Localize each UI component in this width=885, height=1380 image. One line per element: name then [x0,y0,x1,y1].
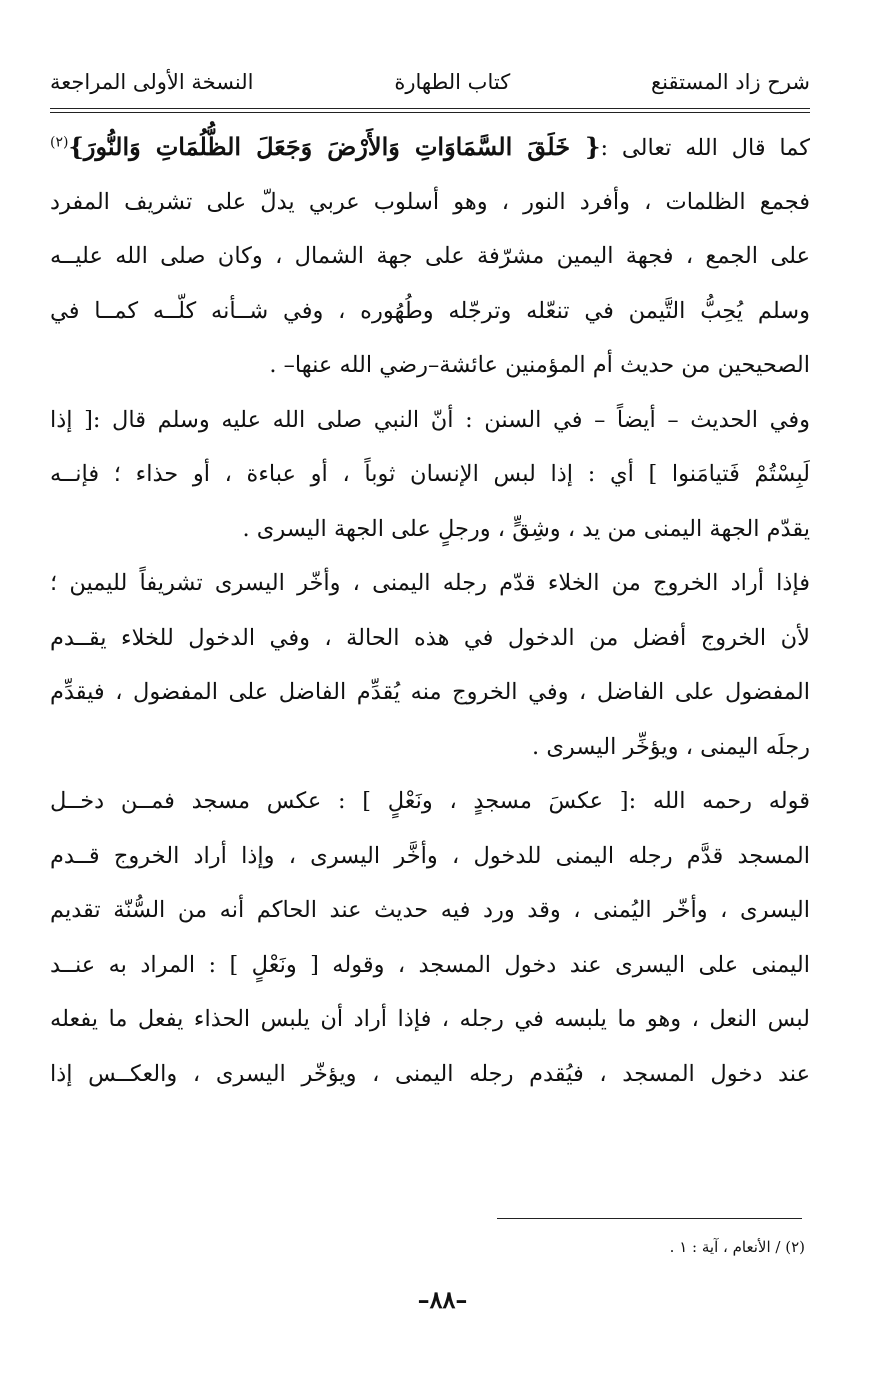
text-line: عند دخول المسجد ، فيُقدم رجله اليمنى ، ويؤخّر اليسرى ، والعكــس إذا [50,1060,810,1087]
text-line: لبس النعل ، وهو ما يلبسه في رجله ، فإذا أراد أن يلبس الحذاء يفعل ما يفعله [50,1006,810,1032]
text-line: فجمع الظلمات ، وأفرد النور ، وهو أسلوب عربي يدلّ على تشريف المفرد [50,188,810,215]
footnote: (٢) / الأنعام ، آية : ١ . [669,1238,805,1256]
quran-quote: { خَلَقَ السَّمَاوَاتِ وَالأَرْضَ وَجَعَلَ الظُّلُمَاتِ وَالنُّورَ} [68,132,601,161]
text-line: لأن الخروج أفضل من الدخول في هذه الحالة ، وفي الدخول للخلاء يقــدم [50,624,810,651]
text-line: المفضول على الفاضل ، وفي الخروج منه يُقدِّم الفاضل على المفضول ، فيقدِّم [50,679,810,705]
text-line [50,120,810,175]
text-line: اليمنى على اليسرى عند دخول المسجد ، وقوله [ ونَعْلٍ ] : المراد به عنــد [50,951,810,978]
text-line: يقدّم الجهة اليمنى من يد ، وشِقٍّ ، ورجلٍ على الجهة اليسرى . [242,515,810,542]
text-line: الصحيحين من حديث أم المؤمنين عائشة–رضي الله عنها– . [269,352,810,378]
page-header [50,62,810,102]
header-chapter-title: كتاب الطهارة [394,70,511,94]
page-number: –٨٨– [417,1285,468,1314]
line-text: كما قال الله تعالى : [600,135,810,161]
body-text [50,120,810,1101]
text-line: رجلَه اليمنى ، ويؤخِّر اليسرى . [532,733,810,760]
header-edition-note: النسخة الأولى المراجعة [50,70,254,94]
text-line: وسلم يُحِبُّ التَّيمن في تنعّله وترجّله وطُهُوره ، وفي شــأنه كلّــه كمــا في [50,297,810,324]
header-rule-secondary [50,112,810,113]
footnote-rule [497,1218,802,1219]
text-line: اليسرى ، وأخّر اليُمنى ، وقد ورد فيه حديث عند الحاكم أنه من السُّنّة تقديم [50,897,810,923]
text-line: وفي الحديث – أيضاً – في السنن : أنّ النبي صلى الله عليه وسلم قال :[ إذا [50,406,810,433]
text-line: على الجمع ، فجهة اليمين مشرّفة على جهة الشمال ، وكان صلى الله عليــه [50,243,810,269]
header-rule [50,108,810,109]
text-line: فإذا أراد الخروج من الخلاء قدّم رجله اليمنى ، وأخّر اليسرى تشريفاً لليمين ؛ [50,570,810,596]
text-line: لَبِسْتُمْ فَتيامَنوا ] أي : إذا لبس الإنسان ثوباً ، أو عباءة ، أو حذاء ؛ فإنــه [50,461,810,487]
text-line: المسجد قدَّم رجله اليمنى للدخول ، وأخَّر اليسرى ، وإذا أراد الخروج قــدم [50,842,810,869]
text-line: قوله رحمه الله :[ عكسَ مسجدٍ ، ونَعْلٍ ] : عكس مسجد فمــن دخــل [50,788,810,814]
header-book-title: شرح زاد المستقنع [651,70,810,94]
footnote-marker: (٢) [50,134,69,151]
